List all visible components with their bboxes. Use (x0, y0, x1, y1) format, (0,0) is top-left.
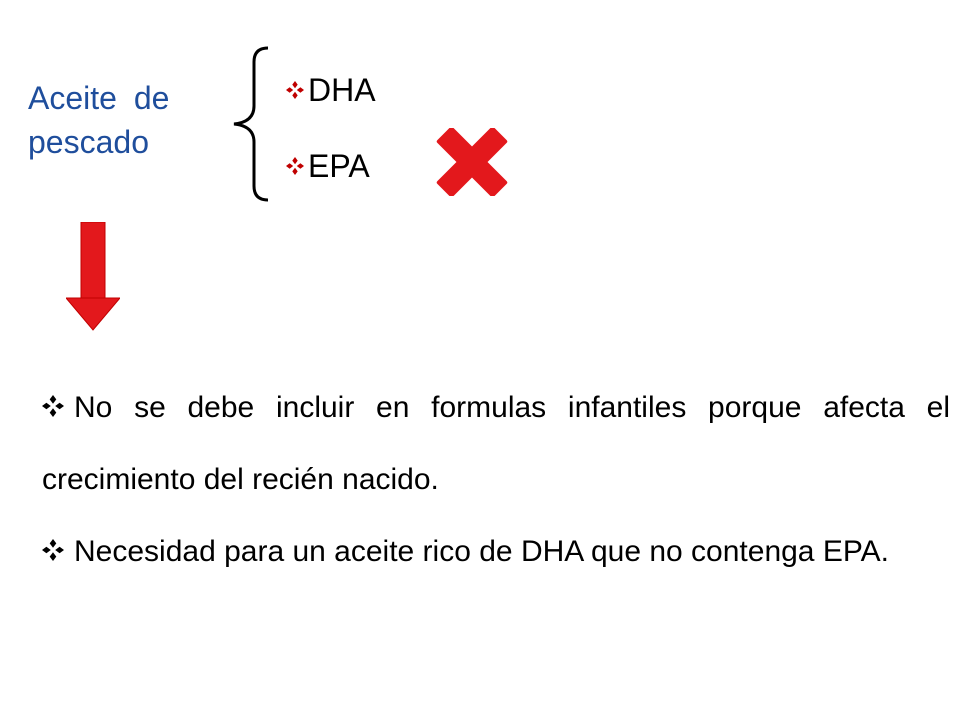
component-dha (286, 70, 376, 110)
diamond-bullet-icon (286, 157, 304, 175)
curly-brace-icon (228, 44, 272, 204)
point-text: No se debe incluir en formulas infantiles porque afecta el crecimiento del recién nacido. (42, 391, 950, 496)
down-arrow-icon (66, 222, 120, 332)
point-item (42, 372, 950, 516)
point-item (42, 516, 950, 588)
component-epa (286, 146, 370, 186)
point-text: Necesidad para un aceite rico de DHA que no contenga EPA. (74, 535, 889, 568)
diamond-bullet-icon (42, 539, 64, 561)
source-label: Aceite de pescado (28, 80, 170, 160)
component-label: EPA (308, 148, 370, 184)
red-cross-icon (436, 128, 508, 196)
diamond-bullet-icon (286, 81, 304, 99)
component-label: DHA (308, 72, 376, 108)
point-list (42, 372, 950, 588)
diamond-bullet-icon (42, 395, 64, 417)
